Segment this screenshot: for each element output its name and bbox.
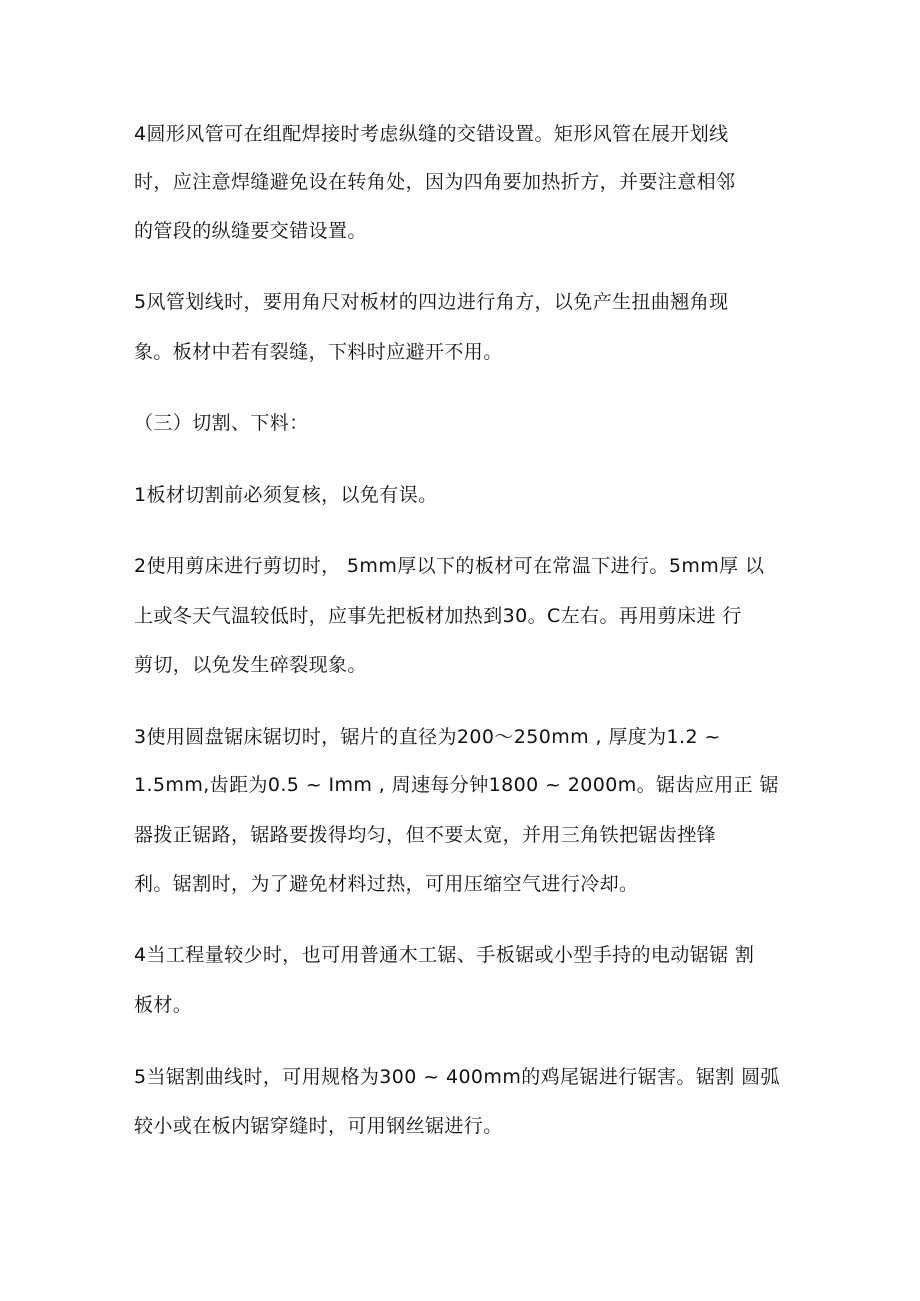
text-line: 较小或在板内锯穿缝时，可用钢丝锯进行。 [134,1115,503,1137]
text-line: 3使用圆盘锯床锯切时，锯片的直径为200～250mm , 厚度为1.2 ~ [134,726,721,748]
text-line: 2使用剪床进行剪切时， 5mm厚以下的板材可在常温下进行。5mm厚 以 [134,555,765,577]
text-line: 板材。 [134,994,193,1016]
text-line: 4圆形风管可在组配焊接时考虑纵缝的交错设置。矩形风管在展开划线 [134,123,729,145]
text-line: 利。锯割时，为了避免材料过热，可用压缩空气进行冷却。 [134,873,639,895]
text-line: 器拨正锯路，锯路要拨得均匀，但不要太宽，并用三角铁把锯齿挫锋 [134,824,717,846]
text-line: 5风管划线时，要用角尺对板材的四边进行角方，以免产生扭曲翘角现 [134,291,729,313]
text-line: 剪切，以免发生碎裂现象。 [134,654,367,676]
text-line: 1.5mm,齿距为0.5 ~ Imm , 周速每分钟1800 ~ 2000m。锯齿应用正 锯 [134,774,779,796]
text-line: 上或冬天气温较低时，应事先把板材加热到30。C左右。再用剪床进 行 [134,605,742,627]
text-line: 时，应注意焊缝避免设在转角处，因为四角要加热折方，并要注意相邻 [134,171,736,193]
text-line: 5当锯割曲线时，可用规格为300 ~ 400mm的鸡尾锯进行锯害。锯割 圆弧 [134,1066,780,1088]
section-heading: （三）切割、下料： [134,412,309,434]
text-line: 象。板材中若有裂缝，下料时应避开不用。 [134,341,503,363]
text-line: 4当工程量较少时，也可用普通木工锯、手板锯或小型手持的电动锯锯 割 [134,944,755,966]
text-line: 1板材切割前必须复核，以免有误。 [134,484,438,506]
text-line: 的管段的纵缝要交错设置。 [134,220,367,242]
